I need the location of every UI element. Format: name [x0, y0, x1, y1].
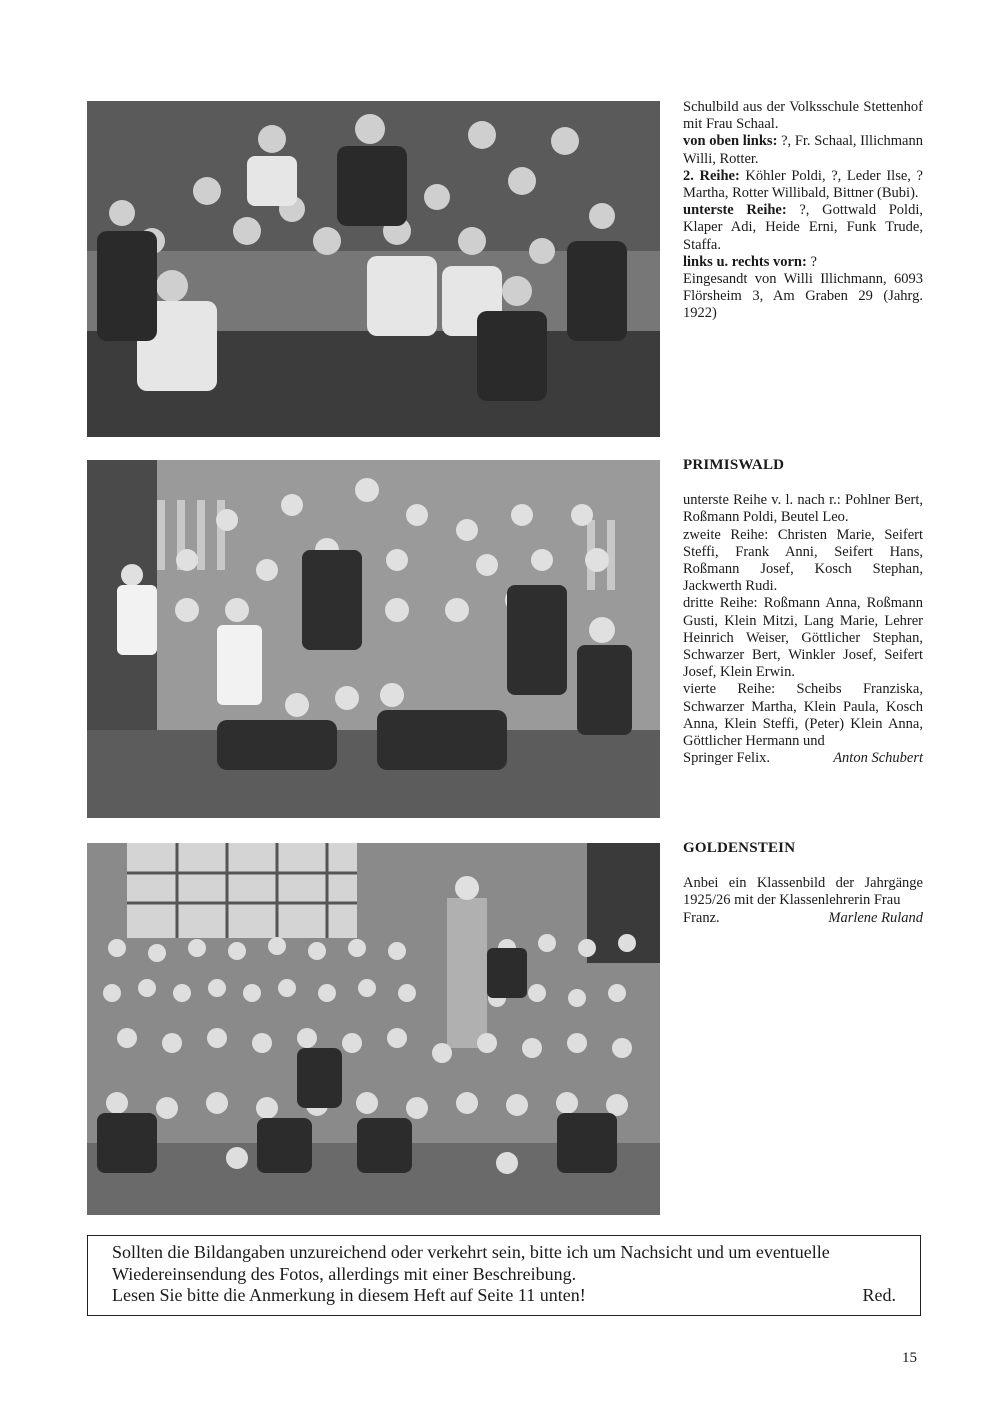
notice-text: Sollten die Bildangaben unzureichend oder verkehrt sein, bitte ich um Nachsicht und um eventuelle Wiedereinsendung des Fotos, allerdings mit einer Beschreibung.: [112, 1242, 830, 1284]
caption-row-bottom: unterste Reihe v. l. nach r.: Pohlner Bert, Roßmann Poldi, Beutel Leo.: [683, 492, 923, 526]
editor-notice-box: [87, 1235, 921, 1316]
caption-row-bottom: [683, 202, 923, 254]
row-label: unterste Reihe:: [683, 202, 787, 219]
caption-row-third: dritte Reihe: Roßmann Anna, Roßmann Gusti, Klein Mitzi, Lang Marie, Lehrer Heinrich Weiser, Göttlicher Stephan, Schwarzer Bert, Winkler Josef, Seifert Josef, Klein Erwin.: [683, 595, 923, 681]
notice-signature: Red.: [862, 1285, 896, 1305]
caption-primiswald: [683, 457, 923, 767]
notice-reference: Lesen Sie bitte die Anmerkung in diesem Heft auf Seite 11 unten!: [112, 1285, 586, 1305]
photo-credit: Marlene Ruland: [828, 909, 923, 926]
caption-text: Anbei ein Klassenbild der Jahrgänge 1925/26 mit der Klassenlehrerin Frau: [683, 875, 923, 909]
photo-stettenhof: [87, 101, 660, 437]
caption-row-second: zweite Reihe: Christen Marie, Seifert Steffi, Frank Anni, Seifert Hans, Roßmann Josef, Kosch Stephan, Jackwerth Rudi.: [683, 526, 923, 595]
caption-row-top: [683, 133, 923, 167]
caption-intro: Schulbild aus der Volksschule Stettenhof mit Frau Schaal.: [683, 99, 923, 133]
row-names: ?: [806, 253, 817, 270]
section-heading: PRIMISWALD: [683, 457, 785, 473]
caption-row-front: [683, 254, 923, 271]
section-heading: GOLDENSTEIN: [683, 840, 796, 856]
row-names: ?, Fr. Schaal, Illichmann Willi, Rotter.: [683, 133, 923, 167]
row-end: Springer Felix.: [683, 750, 770, 767]
text-end: Franz.: [683, 909, 720, 926]
caption-credit-line: [683, 910, 923, 927]
row-names: ?, Gottwald Poldi, Klaper Adi, Heide Erni, Funk Trude, Staffa.: [683, 202, 923, 253]
photo-credit: Anton Schubert: [833, 750, 923, 767]
caption-row-second: [683, 168, 923, 202]
row-label: links u. rechts vorn:: [683, 253, 807, 270]
photo-primiswald: [87, 460, 660, 818]
caption-stettenhof: [683, 99, 923, 323]
page-number: 15: [902, 1350, 917, 1366]
caption-credit-line: [683, 750, 923, 767]
row-names: Köhler Poldi, ?, Leder Ilse, ? Martha, Rotter Willibald, Bittner (Bubi).: [683, 167, 923, 202]
caption-goldenstein: [683, 840, 923, 927]
row-label: von oben links:: [683, 133, 778, 150]
row-label: 2. Reihe:: [683, 167, 740, 184]
notice-last-line: [112, 1285, 896, 1307]
photo-goldenstein: [87, 843, 660, 1215]
caption-row-fourth: vierte Reihe: Scheibs Franziska, Schwarzer Martha, Klein Paula, Kosch Anna, Klein Steffi, (Peter) Klein Anna, Göttlicher Hermann und: [683, 681, 923, 750]
caption-sender: Eingesandt von Willi Illichmann, 6093 Flörsheim 3, Am Graben 29 (Jahrg. 1922): [683, 271, 923, 322]
